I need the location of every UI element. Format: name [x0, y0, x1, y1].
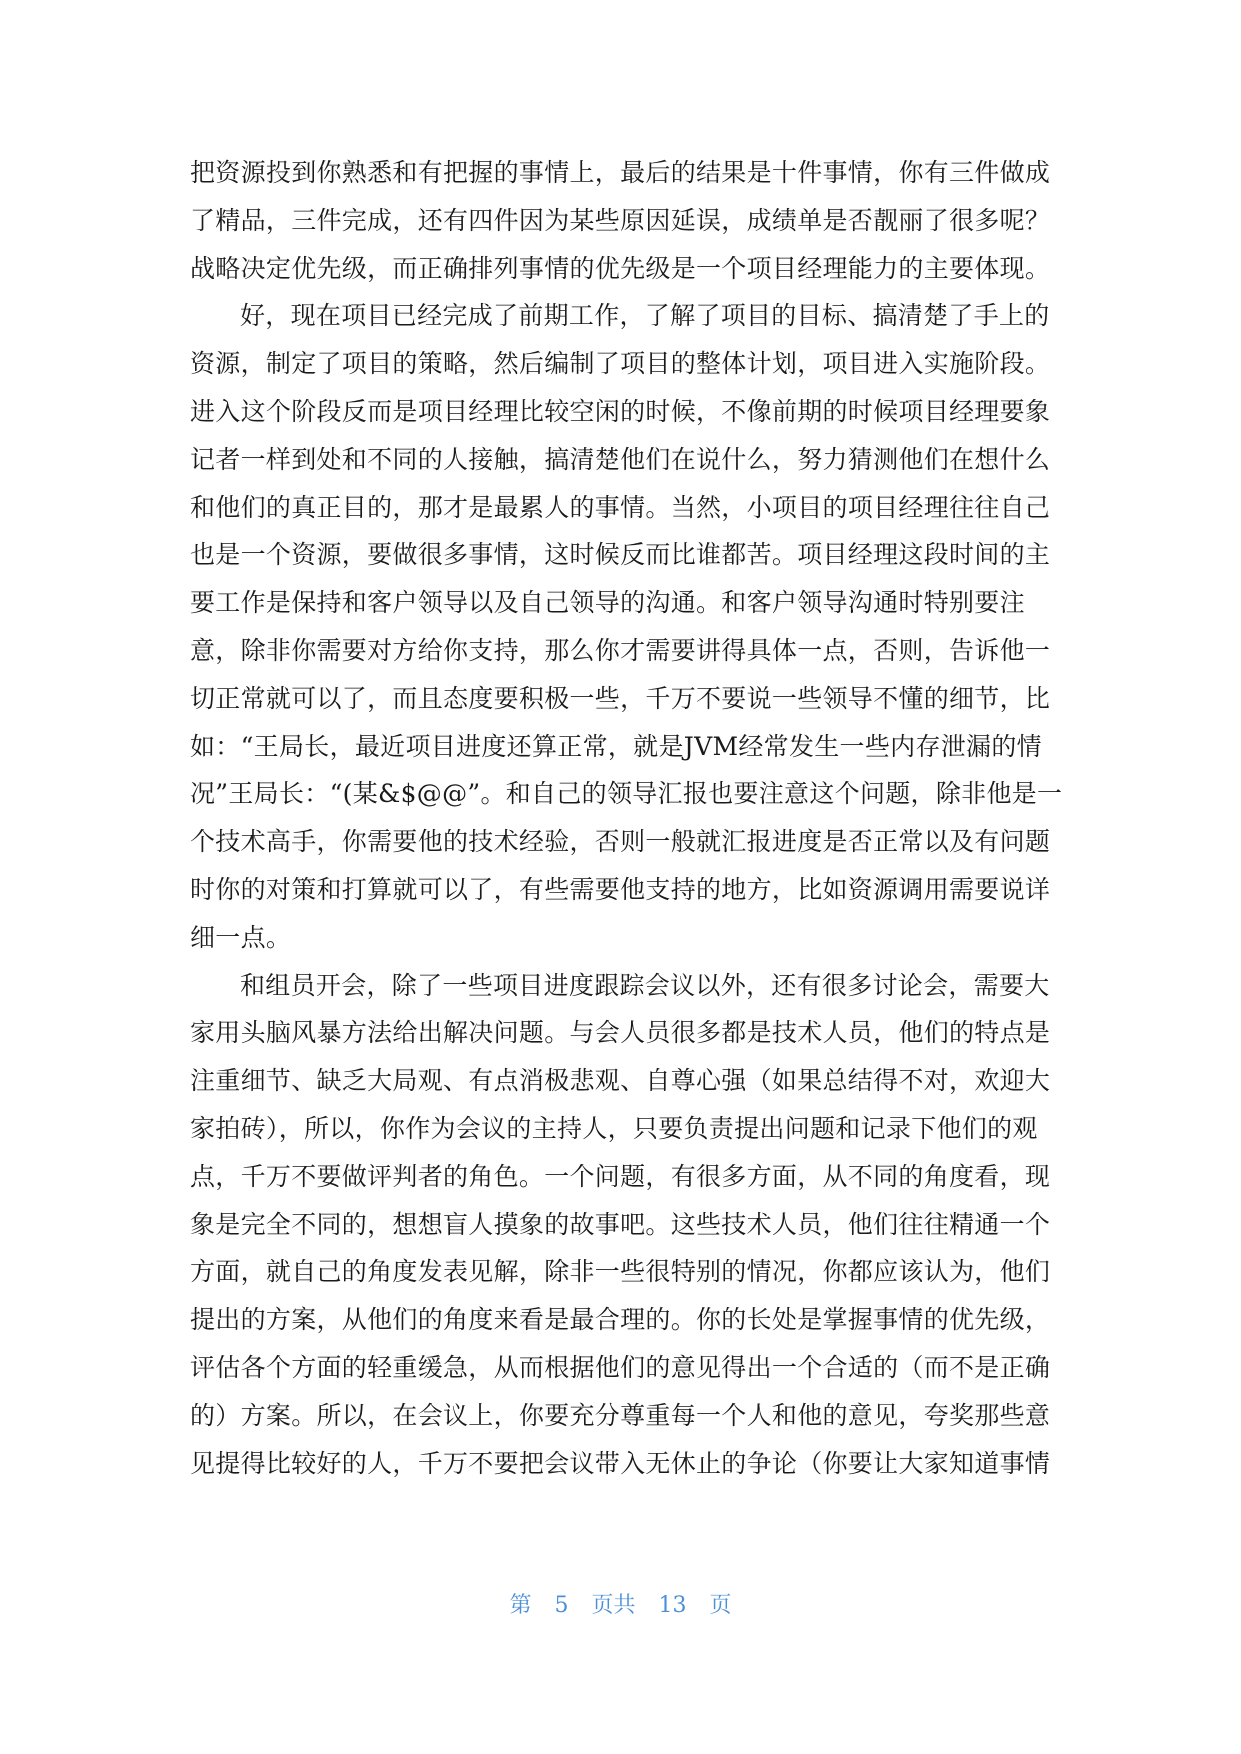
current-page-number: 5 — [554, 1593, 569, 1618]
text-line: 记者一样到处和不同的人接触，搞清楚他们在说什么，努力猜测他们在想什么 — [190, 444, 1051, 474]
footer-middle: 页共 — [591, 1593, 636, 1618]
text-line: 如：“王局长，最近项目进度还算正常，就是JVM经常发生一些内存泄漏的情 — [190, 731, 1042, 761]
page-footer — [0, 1588, 1241, 1619]
text-line: 和他们的真正目的，那才是最累人的事情。当然，小项目的项目经理往往自己 — [190, 492, 1051, 522]
text-line: 切正常就可以了，而且态度要积极一些，千万不要说一些领导不懂的细节，比 — [190, 683, 1051, 713]
text-line: 况”王局长：“(某&$@@”。和自己的领导汇报也要注意这个问题，除非他是一 — [190, 779, 1063, 809]
text-line: 也是一个资源，要做很多事情，这时候反而比谁都苦。项目经理这段时间的主 — [190, 540, 1051, 570]
footer-prefix: 第 — [509, 1593, 532, 1618]
text-line: 家拍砖），所以，你作为会议的主持人，只要负责提出问题和记录下他们的观 — [190, 1113, 1038, 1143]
text-line: 要工作是保持和客户领导以及自己领导的沟通。和客户领导沟通时特别要注 — [190, 588, 1025, 618]
text-line: 意，除非你需要对方给你支持，那么你才需要讲得具体一点，否则，告诉他一 — [190, 635, 1051, 665]
text-line: 评估各个方面的轻重缓急，从而根据他们的意见得出一个合适的（而不是正确 — [190, 1352, 1051, 1382]
text-line: 注重细节、缺乏大局观、有点消极悲观、自尊心强（如果总结得不对，欢迎大 — [190, 1066, 1051, 1096]
text-line: 象是完全不同的，想想盲人摸象的故事吧。这些技术人员，他们往往精通一个 — [190, 1209, 1051, 1239]
text-line: 方面，就自己的角度发表见解，除非一些很特别的情况，你都应该认为，他们 — [190, 1257, 1051, 1287]
text-line: 提出的方案，从他们的角度来看是最合理的。你的长处是掌握事情的优先级， — [190, 1305, 1051, 1335]
text-line: 细一点。 — [190, 922, 292, 952]
text-line: 把资源投到你熟悉和有把握的事情上，最后的结果是十件事情，你有三件做成 — [190, 158, 1051, 187]
footer-suffix: 页 — [709, 1593, 732, 1618]
text-line: 了精品，三件完成，还有四件因为某些原因延误，成绩单是否靓丽了很多呢？ — [190, 205, 1051, 235]
text-line: 好，现在项目已经完成了前期工作，了解了项目的目标、搞清楚了手上的 — [240, 301, 1050, 331]
document-body — [190, 149, 1063, 1487]
text-line: 战略决定优先级，而正确排列事情的优先级是一个项目经理能力的主要体现。 — [190, 253, 1051, 283]
total-page-count: 13 — [658, 1593, 687, 1618]
text-line: 见提得比较好的人，千万不要把会议带入无休止的争论（你要让大家知道事情 — [190, 1448, 1051, 1478]
text-line: 资源，制定了项目的策略，然后编制了项目的整体计划，项目进入实施阶段。 — [190, 349, 1051, 379]
text-line: 时你的对策和打算就可以了，有些需要他支持的地方，比如资源调用需要说详 — [190, 874, 1051, 904]
text-line: 个技术高手，你需要他的技术经验，否则一般就汇报进度是否正常以及有问题 — [190, 827, 1051, 857]
text-line: 点，千万不要做评判者的角色。一个问题，有很多方面，从不同的角度看，现 — [190, 1161, 1051, 1191]
text-line: 家用头脑风暴方法给出解决问题。与会人员很多都是技术人员，他们的特点是 — [190, 1018, 1051, 1048]
text-line: 的）方案。所以，在会议上，你要充分尊重每一个人和他的意见，夸奖那些意 — [190, 1400, 1051, 1430]
text-line: 和组员开会，除了一些项目进度跟踪会议以外，还有很多讨论会，需要大 — [240, 970, 1050, 1000]
text-line: 进入这个阶段反而是项目经理比较空闲的时候，不像前期的时候项目经理要象 — [190, 396, 1051, 426]
